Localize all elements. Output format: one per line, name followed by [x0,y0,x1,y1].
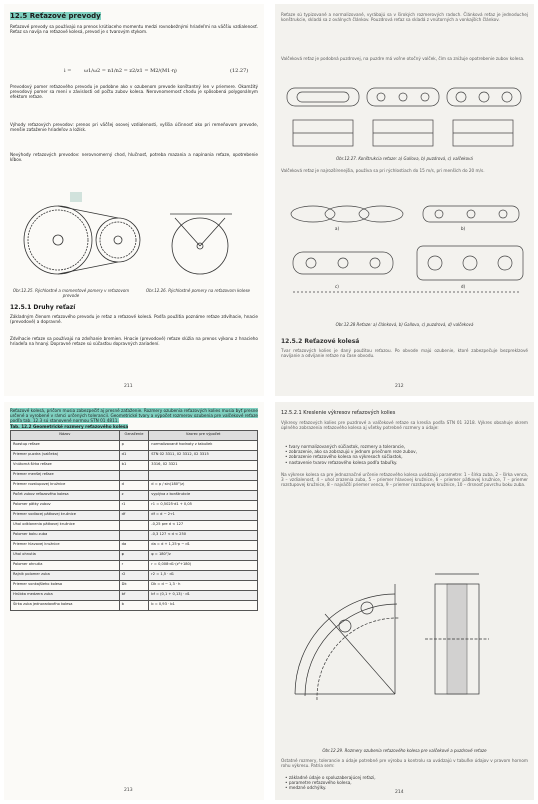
paragraph-4: Základným členom reťazového prevodu je reťaz a reťazové kolesá. Podľa použitia poznáme reťaze zdvíhacie, hnacie (prevodové) a dopravné. [10,314,258,325]
table-header-cell: Názov [11,431,120,441]
formula-rhs: ω1/ω2 = n1/n2 = z2/z1 = M2/(M1·η) [84,68,177,74]
subsection-title: 12.5.2.1 Kreslenie výkresov reťazových kolies [281,410,396,416]
table-cell: df = d − 2·r1 [149,511,258,521]
bullet-icon: • [285,780,289,786]
table-cell: z [119,491,149,501]
table-cell: φ = 180°/z [149,551,258,561]
table-caption: Tab. 12.2 Geometrické rozmery reťazového kolesa [10,424,129,429]
table-cell: r2 [119,571,149,581]
table-cell: -0,3 127 < d < 250 [149,531,258,541]
table-cell: normalizované hodnoty z tabuliek [149,441,258,451]
figure-caption-12-26: Obr.12.26. Rýchlostné pomery na reťazovom kolese [145,288,250,293]
bullet-icon: • [285,459,289,465]
table-cell: Rozstup reťaze [11,441,120,451]
paragraph-3: Nevýhody reťazových prevodov: nerovnomerný chod, hlučnosť, potreba mazania a napínania reťaze, opotrebenie kĺbov. [10,152,258,163]
figure-chain-constructions [283,80,527,154]
figure-caption-12-28: Obr.12.28 Reťaze: a) článková, b) Gallova, c) puzdrová, d) valčeková [335,322,474,327]
table-cell: b = 0,93 · b1 [149,601,258,611]
table-row [11,461,258,471]
page-number: 212 [395,384,404,389]
label-b: b) [461,226,466,231]
table-row [11,481,258,491]
table-row [11,451,258,461]
figure-caption-12-27: Obr.12.27. Konštrukcia reťaze: a) Gallova, b) puzdrová, c) valčeková [336,156,473,161]
paragraph-2: Valčeková reťaz je podobná puzdrovej, na puzdre má voľne otočný valček, čím sa znižuje opotrebenie zubov kolesa. [281,56,525,61]
subsection-title: 12.5.1 Druhy reťazí [10,304,76,311]
geometry-table [10,430,258,611]
list-item [285,785,525,790]
paragraph-5: Zdvíhacie reťaze sa používajú na zdvíhanie bremien. Hnacie (prevodové) reťaze slúžia na prenos výkonu z hnacieho hriadeľa na hnaný. Dopravné reťaze sú súčasťou dopravných zariadení. [10,336,258,347]
table-cell: r1 = 0,5025·d1 + 0,05 [149,501,258,511]
table-row [11,511,258,521]
table-header-row [11,431,258,441]
figure-sprocket-dimensions [285,544,525,744]
table-cell: Uhol ohnutia [11,551,120,561]
table-cell: vyplýva z konštrukcie [149,491,258,501]
table-cell: STN 02 3311, 02 3312, 02 3315 [149,451,258,461]
bullet-list-2 [285,775,525,791]
bullet-icon: • [285,454,289,460]
table-cell: φ [119,551,149,561]
table-cell: r [119,561,149,571]
figure-caption-12-25: Obr.12.25. Rýchlostné a momentové pomery v reťazovom prevode [12,288,130,298]
page-number: 213 [124,788,133,793]
table-cell: -0,25 pre d < 127 [149,521,258,531]
table-row [11,471,258,481]
page-214 [275,402,534,800]
table-cell: d = p / sin(180°/z) [149,481,258,491]
page-212 [275,4,534,396]
table-row [11,541,258,551]
table-header-cell: Označenie [119,431,149,441]
table-row [11,551,258,561]
table-cell: r = 0,008·d1·(z²+180) [149,561,258,571]
label-c: c) [335,284,339,289]
paragraph-4: Tvar reťazových kolies je daný použitou reťazou. Po obvode majú ozubenie, ktoré zabezpečuje bezpreklzové navíjanie a odvíjanie reťaze na čase obvodu. [281,348,528,359]
formula-lhs: i = [64,68,72,74]
subsection-title: 12.5.2 Reťazové kolesá [281,338,360,345]
table-row [11,501,258,511]
table-cell: Polomer ohnutia [11,561,120,571]
table-cell: p [119,441,149,451]
table-row [11,571,258,581]
intro-paragraph: Reťazové prevody sa používajú na prenos krútiaceho momentu medzi rovnobežnými hriadeľmi na väčšiu vzdialenosť. Reťaz sa navíja na reťazové kolesá, prevod je s tvarovým stykom. [10,24,258,35]
table-cell: da [119,541,149,551]
paragraph-2: Na výkrese kolesa sa pre jednoznačné určenie reťazového kolesa uvádzajú parametre: 1 – šírka zuba, 2 – šírka venca, 3 – vzdialenosť, 4 – uhol zrazenia zuba, 5 – priemer hlavovej kružnice, 6 – priemer pätkovej kružnice, 7 – priemer rozstupovej kružnice, 8 – najväčší priemer venca, 9 – priemer rozstupovej kružnice, 10 – drsnosť povrchu boku zuba. [281,472,528,488]
table-cell: Rajnik polomer zuba [11,571,120,581]
table-row [11,561,258,571]
table-cell: Vnútorná šírka reťaze [11,461,120,471]
table-row [11,521,258,531]
list-item-text: medzné odchýlky. [288,785,327,791]
table-cell: Počet zubov reťazového kolesa [11,491,120,501]
table-cell: Dk [119,581,149,591]
table-cell: d [119,481,149,491]
table-cell: Priemer vonkajšieho kolesa [11,581,120,591]
table-cell [119,471,149,481]
table-cell: Priemer menšej reťaze [11,471,120,481]
table-cell: Priemer rozstupovej kružnice [11,481,120,491]
figure-chain-types [283,194,527,318]
list-item-text: zobrazenie reťazového kolesa na výkresoch súčiastok, [288,454,403,460]
table-cell: b [119,601,149,611]
table-cell: Dk = d − 1,3 · h [149,581,258,591]
formula-number: (12.27) [230,68,249,74]
bullet-icon: • [285,444,289,449]
table-cell: b1 [119,461,149,471]
intro-paragraph: Reťazové kolesá, pričom musia zabezpečiť aj presné zaťaženie. Rozmery ozubenia reťazových kolies musia byť presne určené a vyrobené v rámci určených tolerancií. Geometrické tvary a výpočet rozmerov ozubenia pre valčekové reťaze podľa tab. 12.3 sú stanovené normou STN 01 4811. [10,408,258,424]
page-number: 214 [395,790,404,795]
table-cell: bf = (0,1 + 0,13) · d1 [149,591,258,601]
table-cell: Šírka zuba jednoradového kolesa [11,601,120,611]
paragraph-1: Výkresy reťazových kolies pre puzdrové a valčekové reťaze sa kreslia podľa STN 01 3218. Výkres obsahuje okrem úplného zobrazenia reťazového kolesa aj všetky potrebné rozmery a údaje: [281,420,528,431]
table-row [11,591,258,601]
figure-chain-drive [10,188,258,284]
paragraph-3: Valčeková reťaz je najrozšírenejšia, používa sa pri rýchlostiach do 15 m/s, pri menších do 20 m/s. [281,168,485,173]
bullet-icon: • [285,775,289,780]
list-item-text: parametre reťazového kolesa, [288,780,352,786]
paragraph-1: Prevodový pomer reťazového prevodu je podobne ako v ozubenom prevode konštantný len v priemere. Okamžitý prevodový pomer sa mení v závislosti od počtu zubov kolesa. Nerovnomernosť chodu je spôsobená polygonálnym efektom reťaze. [10,84,258,100]
page-213 [4,402,264,800]
table-cell: 3316, 02 3321 [149,461,258,471]
bullet-icon: • [285,785,289,791]
table-cell: r1 [119,501,149,511]
table-cell: Priemer vodiacej pätkovej kružnice [11,511,120,521]
paragraph-2: Výhody reťazových prevodov: prenos pri väčšej osovej vzdialenosti, vyššia účinnosť ako pri remeňovom prevode, menšie zaťaženie hriadeľov a ložísk. [10,122,258,133]
table-cell: da = d + 1,25·p − d1 [149,541,258,551]
table-row [11,491,258,501]
table-cell: Priemer puzdra (valčeka) [11,451,120,461]
table-cell: r2 = 1,5 · d1 [149,571,258,581]
list-item-text: nastavenie tvarov reťazového kolesa podľa tabuľky. [288,459,398,465]
page-number: 211 [124,384,133,389]
list-item-text: zobrazenie, ako sa zobrazujú v jednom priečnom reze zubov, [288,449,417,455]
table-cell: bf [119,591,149,601]
table-cell [149,471,258,481]
table-cell: Uhol odklonenia pätkovej kružnice [11,521,120,531]
table-row [11,531,258,541]
figure-caption-12-29: Obr.12.29. Rozmery ozubenia reťazového kolesa pre valčekové a puzdrové reťaze [322,748,487,753]
bullet-icon: • [285,449,289,455]
section-title: 12.5 Reťazové prevody [10,12,101,20]
table-header-cell: Vzorec pre výpočet [149,431,258,441]
paragraph-1: Reťaze sú typizované a normalizované, vyrábajú sa v širokých rozmerových radoch. Článková reťaz je jednoduchej konštrukcie, skladá sa z oválnych článkov. Pouzdrová reťaz sa skladá z vnútorných a vonkajších článkov. [281,12,528,23]
list-item-text: základné údaje o spoluzaberajúcej reťazi, [288,775,376,780]
table-cell: df [119,511,149,521]
table-row [11,441,258,451]
table-cell: Hrúbka medzera zuba [11,591,120,601]
table-row [11,581,258,591]
table-cell: d1 [119,451,149,461]
list-item-text: tvary normalizovaných súčiastok, rozmery a tolerancie, [288,444,406,449]
table-cell: Polomer pätky zubov [11,501,120,511]
label-a: a) [335,226,340,231]
page-211 [4,4,264,396]
paragraph-3: Ostatné rozmery, tolerancie a údaje potrebné pre výrobu a kontrolu sa uvádzajú v tabuľke údajov v pravom hornom rohu výkresu. Patria sem: [281,758,528,769]
label-d: d) [461,284,466,289]
bullet-list-1 [285,444,525,465]
table-cell [119,531,149,541]
table-cell: Priemer hlavovej kružnice [11,541,120,551]
list-item [285,460,525,465]
table-cell [119,521,149,531]
table-row [11,601,258,611]
table-cell: Polomer boku zuba [11,531,120,541]
